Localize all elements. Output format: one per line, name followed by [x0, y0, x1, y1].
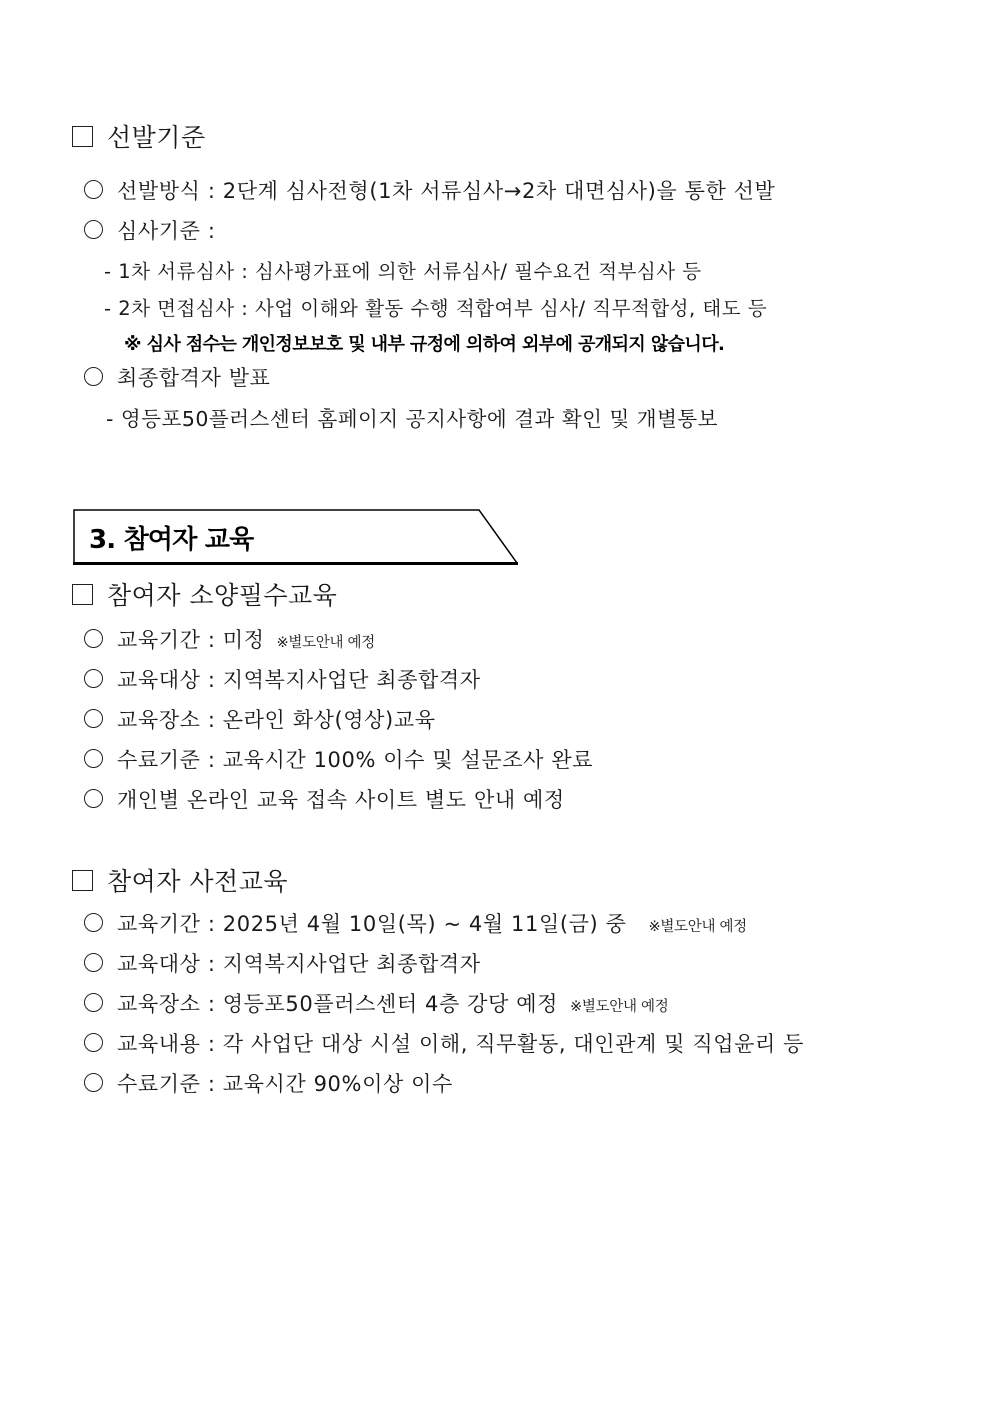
item-text: 교육내용 : 각 사업단 대상 시설 이해, 직무활동, 대인관계 및 직업윤리 등: [117, 1032, 805, 1056]
list-item-pre-education-target: [84, 948, 481, 978]
circle-bullet-icon: [84, 953, 103, 972]
list-item-pre-education-period: [84, 908, 747, 938]
list-item-pre-education-completion: [84, 1068, 453, 1098]
circle-bullet-icon: [84, 749, 103, 768]
item-text: 교육장소 : 온라인 화상(영상)교육: [117, 708, 436, 732]
item-text: 교육대상 : 지역복지사업단 최종합격자: [117, 952, 481, 976]
list-item-online-site-notice: [84, 784, 565, 814]
list-item-completion-criteria: [84, 744, 593, 774]
circle-bullet-icon: [84, 629, 103, 648]
item-text: 선발방식 : 2단계 심사전형(1차 서류심사→2차 대면심사)을 통한 선발: [117, 179, 776, 203]
item-text: 최종합격자 발표: [117, 366, 271, 390]
circle-bullet-icon: [84, 913, 103, 932]
section-title-box: [73, 509, 519, 565]
square-bullet-icon: [72, 584, 93, 605]
heading-text: 선발기준: [107, 123, 206, 152]
circle-bullet-icon: [84, 789, 103, 808]
section-title: 3. 참여자 교육: [89, 525, 254, 555]
item-text: 교육기간 : 2025년 4월 10일(목) ~ 4월 11일(금) 중: [117, 912, 627, 936]
list-item-selection-criteria: [84, 215, 216, 245]
announcement-detail: - 영등포50플러스센터 홈페이지 공지사항에 결과 확인 및 개별통보: [106, 407, 718, 431]
criteria-privacy-note: ※ 심사 점수는 개인정보보호 및 내부 규정에 의하여 외부에 공개되지 않습니다.: [124, 334, 725, 355]
section-heading-pre-education: [72, 862, 288, 898]
list-item-selection-method: [84, 175, 775, 205]
circle-bullet-icon: [84, 669, 103, 688]
item-text: 개인별 온라인 교육 접속 사이트 별도 안내 예정: [117, 788, 565, 812]
section-heading-selection: [72, 118, 206, 154]
item-text: 수료기준 : 교육시간 100% 이수 및 설문조사 완료: [117, 748, 594, 772]
list-item-final-announcement: [84, 362, 270, 392]
item-text: 교육기간 : 미정: [117, 628, 265, 652]
item-text: 수료기준 : 교육시간 90%이상 이수: [117, 1072, 453, 1096]
circle-bullet-icon: [84, 1073, 103, 1092]
circle-bullet-icon: [84, 367, 103, 386]
circle-bullet-icon: [84, 180, 103, 199]
section-heading-mandatory-education: [72, 576, 337, 612]
criteria-item-document-review: - 1차 서류심사 : 심사평가표에 의한 서류심사/ 필수요건 적부심사 등: [104, 260, 702, 283]
item-note: ※별도안내 예정: [276, 635, 375, 651]
circle-bullet-icon: [84, 709, 103, 728]
heading-text: 참여자 사전교육: [107, 867, 288, 896]
square-bullet-icon: [72, 870, 93, 891]
heading-text: 참여자 소양필수교육: [107, 581, 338, 610]
list-item-education-target: [84, 664, 481, 694]
square-bullet-icon: [72, 126, 93, 147]
circle-bullet-icon: [84, 993, 103, 1012]
criteria-item-interview: - 2차 면접심사 : 사업 이해와 활동 수행 적합여부 심사/ 직무적합성, 태도 등: [104, 297, 768, 320]
item-text: 심사기준 :: [117, 219, 216, 243]
circle-bullet-icon: [84, 220, 103, 239]
item-text: 교육대상 : 지역복지사업단 최종합격자: [117, 668, 481, 692]
list-item-education-location: [84, 704, 436, 734]
item-note: ※별도안내 예정: [570, 999, 669, 1015]
list-item-education-period: [84, 624, 375, 654]
list-item-pre-education-location: [84, 988, 668, 1018]
item-note: ※별도안내 예정: [648, 919, 747, 935]
circle-bullet-icon: [84, 1033, 103, 1052]
list-item-pre-education-content: [84, 1028, 804, 1058]
item-text: 교육장소 : 영등포50플러스센터 4층 강당 예정: [117, 992, 558, 1016]
